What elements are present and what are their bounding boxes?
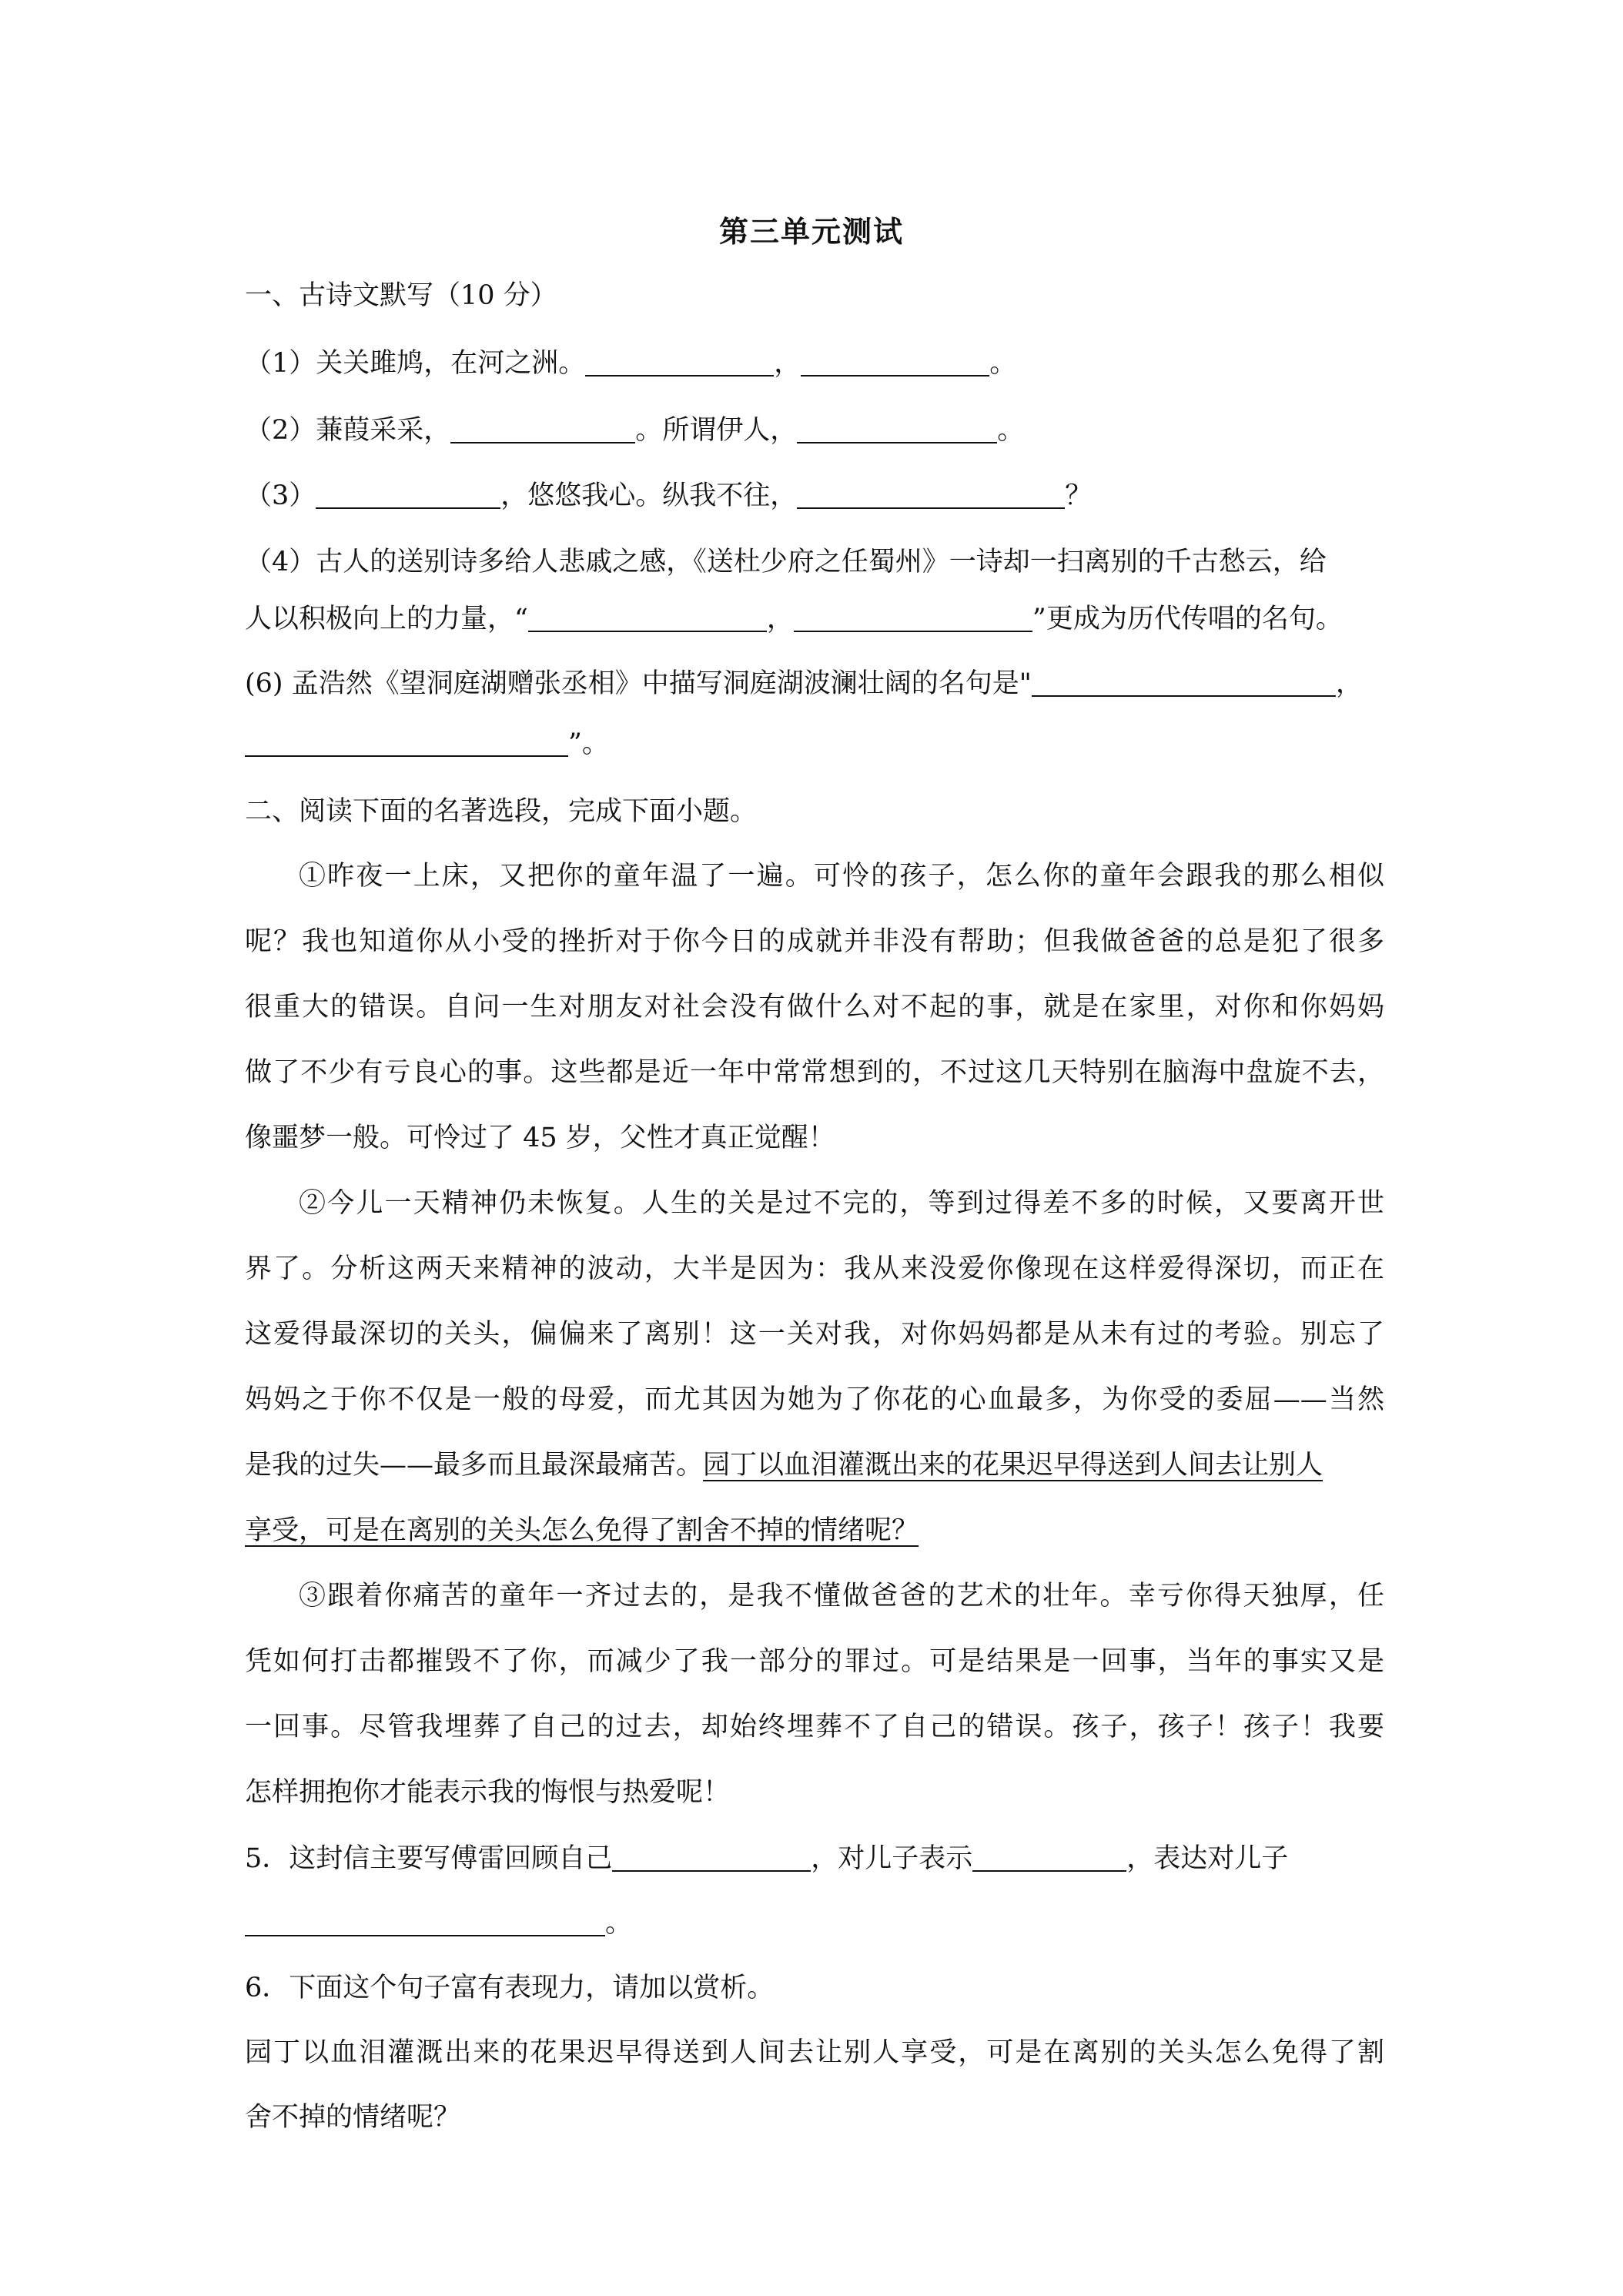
q5-text-mid: ，对儿子表示 (811, 1843, 973, 1874)
paragraph-2-line (245, 1514, 1384, 1548)
question-5-line1 (245, 1842, 1384, 1876)
answer-blank[interactable] (612, 1847, 811, 1872)
answer-blank[interactable] (585, 352, 774, 377)
question-1 (245, 346, 1384, 380)
q3-text-mid: ，悠悠我心。纵我不往， (500, 480, 798, 511)
paragraph-3-line: ③跟着你痛苦的童年一齐过去的，是我不懂做爸爸的艺术的壮年。幸亏你得天独厚，任 (299, 1581, 1384, 1612)
paragraph-2-line: ②今儿一天精神仍未恢复。人生的关是过不完的，等到过得差不多的时候，又要离开世 (299, 1188, 1384, 1219)
section1-heading: 一、古诗文默写（10 分） (245, 280, 557, 311)
paragraph-1-line: 做了不少有亏良心的事。这些都是近一年中常常想到的，不过这几天特别在脑海中盘旋不去， (245, 1057, 1384, 1088)
paragraph-2-line: 妈妈之于你不仅是一般的母爱，而尤其因为她为了你花的心血最多，为你受的委屈——当然 (245, 1384, 1384, 1415)
section2-heading: 二、阅读下面的名著选段，完成下面小题。 (245, 796, 758, 827)
underlined-sentence: 园丁以血泪灌溉出来的花果迟早得送到人间去让别人 (703, 1450, 1323, 1481)
paragraph-1-line: 呢？我也知道你从小受的挫折对于你今日的成就并非没有帮助；但我做爸爸的总是犯了很多 (245, 926, 1384, 957)
question-6-sentence-line: 舍不掉的情绪呢？ (245, 2102, 461, 2133)
answer-blank[interactable] (245, 1912, 605, 1936)
answer-blank[interactable] (245, 732, 568, 757)
page-title: 第三单元测试 (718, 215, 904, 249)
paragraph-3-line: 一回事。尽管我埋葬了自己的过去，却始终埋葬不了自己的错误。孩子，孩子！孩子！我要 (245, 1712, 1384, 1742)
q1-text: （1）关关雎鸠，在河之洲。 (245, 348, 586, 379)
underlined-sentence: 享受，可是在离别的关头怎么免得了割舍不掉的情绪呢？ (245, 1515, 919, 1546)
answer-blank[interactable] (450, 419, 635, 443)
q4-text-end: ”更成为历代传唱的名句。 (1032, 604, 1343, 634)
q3-question-mark: ？ (1065, 480, 1093, 511)
paragraph-2-line (245, 1448, 1384, 1482)
answer-blank[interactable] (794, 607, 1032, 632)
q2-text: （2）蒹葭采采， (245, 415, 451, 446)
q2-period: 。 (997, 415, 1025, 446)
question-6-poem-line2 (245, 727, 1384, 761)
answer-blank[interactable] (528, 607, 767, 632)
q1-period: 。 (989, 348, 1017, 379)
answer-blank[interactable] (316, 484, 500, 509)
question-3 (245, 479, 1384, 513)
paragraph-1-line: ①昨夜一上床，又把你的童年温了一遍。可怜的孩子，怎么你的童年会跟我的那么相似 (299, 861, 1384, 892)
answer-blank[interactable] (797, 419, 997, 443)
answer-blank[interactable] (801, 352, 989, 377)
paragraph-3-line: 凭如何打击都摧毁不了你，而减少了我一部分的罪过。可是结果是一回事，当年的事实又是 (245, 1646, 1384, 1677)
paragraph-2-line: 这爱得最深切的关头，偏偏来了离别！这一关对我，对你妈妈都是从未有过的考验。别忘了 (245, 1319, 1384, 1350)
paragraph-2-text: 是我的过失——最多而且最深最痛苦。 (245, 1450, 704, 1481)
q6-poem-comma: ， (1335, 668, 1363, 699)
paragraph-1-line: 很重大的错误。自问一生对朋友对社会没有做什么对不起的事，就是在家里，对你和你妈妈 (245, 992, 1384, 1022)
answer-blank[interactable] (1032, 672, 1336, 697)
q5-period: 。 (605, 1908, 633, 1939)
q6-poem-text: (6) 孟浩然《望洞庭湖赠张丞相》中描写洞庭湖波澜壮阔的名句是" (245, 668, 1032, 699)
answer-blank[interactable] (797, 484, 1065, 509)
q4-text: 人以积极向上的力量，“ (245, 604, 528, 634)
question-4-line2 (245, 602, 1384, 636)
question-2 (245, 413, 1384, 447)
q6-poem-end: ”。 (568, 728, 609, 759)
q2-text-mid: 。所谓伊人， (635, 415, 798, 446)
paragraph-3-line: 怎样拥抱你才能表示我的悔恨与热爱呢！ (245, 1777, 731, 1808)
q5-text-end: ，表达对儿子 (1126, 1843, 1289, 1874)
question-6-heading: 6．下面这个句子富有表现力，请加以赏析。 (245, 1973, 775, 2003)
q5-text: 5．这封信主要写傅雷回顾自己 (245, 1843, 613, 1874)
question-6-sentence-line: 园丁以血泪灌溉出来的花果迟早得送到人间去让别人享受，可是在离别的关头怎么免得了割 (245, 2037, 1384, 2068)
question-6-poem-line1 (245, 667, 1384, 701)
q3-text: （3） (245, 480, 316, 511)
answer-blank[interactable] (972, 1847, 1126, 1872)
question-4-line1: （4）古人的送别诗多给人悲戚之感，《送杜少府之任蜀州》一诗却一扫离别的千古愁云，给 (245, 547, 1327, 577)
question-5-line2 (245, 1906, 1384, 1940)
paragraph-2-line: 界了。分析这两天来精神的波动，大半是因为：我从来没爱你像现在这样爱得深切，而正在 (245, 1253, 1384, 1284)
paragraph-1-line: 像噩梦一般。可怜过了 45 岁，父性才真正觉醒！ (245, 1123, 835, 1153)
q4-comma: ， (766, 604, 794, 634)
q1-comma: ， (774, 348, 801, 379)
